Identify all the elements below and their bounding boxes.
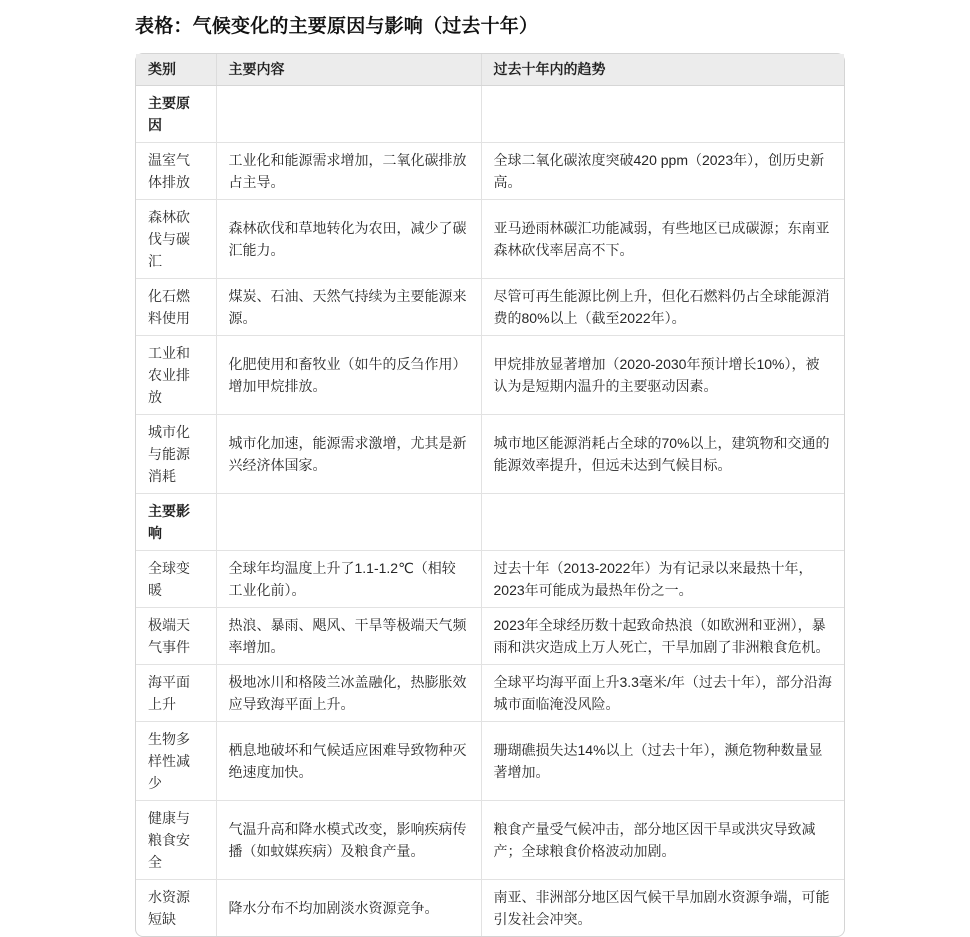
cell-category: 主要影响 [136,494,216,551]
table-row [136,415,844,494]
table-row [136,608,844,665]
cell-trend: 2023年全球经历数十起致命热浪（如欧洲和亚洲），暴雨和洪灾造成上万人死亡，干旱加剧了非洲粮食危机。 [481,608,844,665]
climate-table [136,54,844,936]
cell-trend: 过去十年（2013-2022年）为有记录以来最热十年，2023年可能成为最热年份之一。 [481,551,844,608]
cell-category: 工业和农业排放 [136,336,216,415]
cell-content [216,494,481,551]
cell-category: 海平面上升 [136,665,216,722]
cell-trend: 珊瑚礁损失达14%以上（过去十年），濒危物种数量显著增加。 [481,722,844,801]
table-row [136,200,844,279]
cell-category: 城市化与能源消耗 [136,415,216,494]
cell-trend: 亚马逊雨林碳汇功能减弱，有些地区已成碳源；东南亚森林砍伐率居高不下。 [481,200,844,279]
table-row [136,801,844,880]
header-trend: 过去十年内的趋势 [481,54,844,86]
table-row [136,279,844,336]
cell-content: 气温升高和降水模式改变，影响疾病传播（如蚊媒疾病）及粮食产量。 [216,801,481,880]
header-content: 主要内容 [216,54,481,86]
cell-content: 化肥使用和畜牧业（如牛的反刍作用）增加甲烷排放。 [216,336,481,415]
cell-trend: 粮食产量受气候冲击，部分地区因干旱或洪灾导致减产；全球粮食价格波动加剧。 [481,801,844,880]
cell-trend: 全球二氧化碳浓度突破420 ppm（2023年），创历史新高。 [481,143,844,200]
cell-category: 健康与粮食安全 [136,801,216,880]
cell-category: 水资源短缺 [136,880,216,937]
cell-category: 生物多样性减少 [136,722,216,801]
cell-trend: 南亚、非洲部分地区因气候干旱加剧水资源争端，可能引发社会冲突。 [493,889,830,927]
table-row [136,722,844,801]
table-section-row [136,494,844,551]
cell-category: 森林砍伐与碳汇 [136,200,216,279]
cell-category: 主要原因 [136,86,216,143]
cell-content: 热浪、暴雨、飓风、干旱等极端天气频率增加。 [216,608,481,665]
table-row [136,336,844,415]
cell-trend: 尽管可再生能源比例上升，但化石燃料仍占全球能源消费的80%以上（截至2022年）。 [481,279,844,336]
cell-trend [481,86,844,143]
cell-content: 极地冰川和格陵兰冰盖融化，热膨胀效应导致海平面上升。 [216,665,481,722]
cell-category: 极端天气事件 [136,608,216,665]
cell-trend [481,494,844,551]
cell-content: 工业化和能源需求增加，二氧化碳排放占主导。 [216,143,481,200]
cell-trend: 甲烷排放显著增加（2020-2030年预计增长10%），被认为是短期内温升的主要驱动因素。 [481,336,844,415]
cell-content: 降水分布不均加剧淡水资源竞争。 [216,880,481,937]
cell-content: 城市化加速，能源需求激增，尤其是新兴经济体国家。 [216,415,481,494]
cell-trend: 城市地区能源消耗占全球的70%以上，建筑物和交通的能源效率提升，但远未达到气候目标。 [481,415,844,494]
cell-content: 煤炭、石油、天然气持续为主要能源来源。 [216,279,481,336]
climate-table-container [135,53,845,937]
cell-content: 森林砍伐和草地转化为农田，减少了碳汇能力。 [216,200,481,279]
cell-content: 全球年均温度上升了1.1-1.2℃（相较工业化前）。 [216,551,481,608]
cell-content: 栖息地破坏和气候适应困难导致物种灭绝速度加快。 [216,722,481,801]
table-row [136,880,844,937]
cell-category: 化石燃料使用 [136,279,216,336]
table-row [136,551,844,608]
cell-trend: 全球平均海平面上升3.3毫米/年（过去十年），部分沿海城市面临淹没风险。 [481,665,844,722]
table-section-row [136,86,844,143]
page-title: 表格：气候变化的主要原因与影响（过去十年） [135,16,539,37]
cell-category: 温室气体排放 [136,143,216,200]
header-category: 类别 [136,54,216,86]
table-row [136,143,844,200]
table-header-row [136,54,844,86]
cell-content [216,86,481,143]
cell-category: 全球变暖 [136,551,216,608]
table-row [136,665,844,722]
